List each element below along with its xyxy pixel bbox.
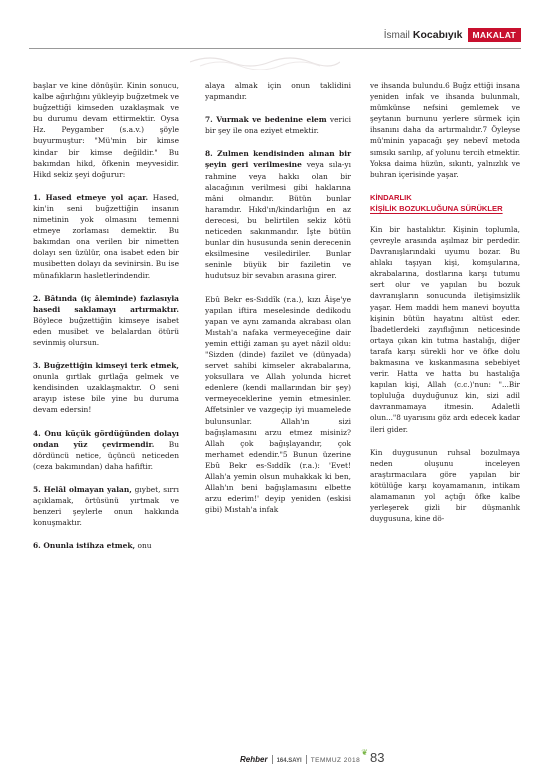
list-item-text: gıybet, sırrı açıklamak, örtüsünü yırtmak ve benzeri şeylerle onun hakkında konuşmaktır. — [33, 484, 179, 528]
sub-heading-line-1: KİNDARLIK — [370, 192, 412, 202]
paragraph: alaya almak için onun taklidini yapmandır. — [205, 81, 351, 102]
paragraph: Ebû Bekr es-Sıddîk (r.a.), kızı Âişe'ye yapılan iftira meselesinde dedikodu yapan ve aynı zamanda akrabası olan Mıstah'a nafaka vermeyeceğine dair yemin ettiği zaman şu ayet nâzil oldu: "Sizden (dinde) fazilet ve (dünyada) servet sahibi kimseler akrabalarına, yoksullara ve Allah yolunda hicret edenlere (kendi mallarından bir şey) vermeyeceklerine yemin etmesinler. Affetsinler ve vazgeçip iyi muamelede bulunsunlar. Allah'ın sizi bağışlamasını arzu etmez misiniz? Allah çok bağışlayandır, çok merhamet edendir."5 Bunun üzerine Ebû Bekr es-Sıddîk (r.a.): 'Evet! Allah'a yemin olsun muhakkak ki ben, Allah'ın beni bağışlamasını elbette arzu ederim!' deyip yeniden (eskisi gibi) Mıstah'a infak — [205, 294, 351, 515]
issue-number: 164.SAYI — [276, 758, 302, 764]
list-item — [33, 293, 179, 348]
column-3 — [370, 80, 520, 536]
list-item-text: Böylece buğzettiğin kimseye isabet eden musibet ve belalardan ötürü sevinmiş olursun. — [33, 315, 179, 347]
list-item-title: 5. Helâl olmayan yalan, — [33, 484, 132, 494]
paragraph: Kin duygusunun ruhsal bozulmaya neden oluşunu inceleyen araştırmacılara göre yapılan bir kötülüğe karşı koyamamanın, intikam alamamanın yol açtığı öfke kalbe yerleşerek gizli bir düşmanlık duygusuna, kine dö- — [370, 447, 520, 524]
list-item — [33, 360, 179, 415]
paragraph: Kin bir hastalıktır. Kişinin toplumla, çevreyle arasında aşılmaz bir perdedir. Davranışlarındaki uyumu bozar. Bu ahlakı taşıyan kişi, komşularına, akrabalarına, dostlarına karşı tutumu sert olur ve yapılan bu bozuk davranışların sonucunda iletişimsizlik yaşar. Hem maddi hem manevi boyutta kişinin bütün hayatını altüst eder. İbadetlerdeki zayıflığının neticesinde ortaya çıkan kin tutma hastalığı, diğer tarafa karşı sürekli hor ve öfke dolu bakmasına ve kıskanmasına sebebiyet verir. Hatta ve hatta bu hastalığa kapılan kişi, Allah (c.c.)'nun: "...Bir topluluğa duyduğunuz kin, sizi adil davranmamaya itmesin. Adaletli olun..."8 uyarısını göz ardı edecek kadar ileri gider. — [370, 224, 520, 434]
list-item — [33, 192, 179, 281]
list-item-text: veya sıla-yı rahmine veya hakkı olan bir alacağının verilmesi gibi haklarına mâni olmandır. Bütün bunlar haramdır. Hıkd'ın/kindarlığın en az derecesi, bu belirtilen sekiz kötü neticeden sakınmandır. İşte bütün bunlar din hususunda senin derecenin eksilmesine vesilediriler. Bunlar seninle büyük bir faziletin ve hudutsuz bir sevabın arasına girer. — [205, 160, 351, 281]
list-item-text: Hased, kin'in seni buğzettiğin insanın nimetinin yok olmasını temenni etmeye zorlaması demektir. Bu bakımdan ona verilen bir nimetten dolayı sen üzülür, ona isabet eden bir musibetten dolayı da sevinirsin. Bu ise münafıkların hasletlerindendir. — [33, 192, 179, 280]
leaf-icon: ❦ — [361, 748, 368, 757]
footer-separator — [272, 755, 273, 764]
issue-date: TEMMUZ 2018 — [310, 757, 361, 764]
list-item-text: verici bir şey ile ona eziyet etmektir. — [205, 115, 351, 136]
list-item — [205, 148, 351, 281]
page-footer — [240, 748, 384, 764]
list-item-title: 7. Vurmak ve bedenine elem — [205, 115, 327, 125]
list-item-title: 1. Hased etmeye yol açar. — [33, 192, 149, 202]
ornament-icon — [190, 54, 340, 70]
paragraph: başlar ve kine dönüşür. Kinin sonucu, kalbe ağırlığını yükleyip buğzetmek ve buğzettiği kimseden uzaklaşmak ve bu durumu devam ettirmektir. Oysa Hz. Peygamber (s.a.v.) şöyle buyurmuştur: "Mü'min bir kimse kindar bir kimse değildir." Bu bakımdan hikd, öfkenin meyvesidir. Hikd sekiz şeyi doğurur: — [33, 81, 179, 179]
section-badge: MAKALAT — [468, 28, 522, 42]
list-item-title: 6. Onunla istihza etmek, — [33, 541, 136, 551]
author-first-name: İsmail — [383, 29, 410, 41]
list-item-title: 8. Zulmen kendisinden alınan bir şeyin geri verilmesine — [205, 149, 351, 170]
list-item-title: 2. Bâtında (iç âleminde) fazlasıyla hasedi saklamayı artırmaktır. — [33, 293, 179, 314]
column-2 — [205, 80, 351, 527]
list-item — [33, 540, 179, 551]
footer-separator — [306, 755, 307, 764]
sub-heading — [370, 192, 520, 214]
list-item-title: 4. Onu küçük gördüğünden dolayı ondan yüz çevirmendir. — [33, 428, 179, 449]
list-item — [33, 484, 179, 528]
list-item — [205, 114, 351, 136]
list-item-text: Bu dördüncü netice, üçüncü neticeden (ceza bakımından) daha hafiftir. — [33, 439, 179, 471]
header-divider — [29, 48, 521, 49]
magazine-logo: Rehber — [240, 755, 268, 764]
list-item-title: 3. Buğzettiğin kimseyi terk etmek, — [33, 361, 179, 371]
list-item-text: onunla gırtlak gırtlağa gelmek ve kendisinden uzaklaşmaktır. O seni arayıp istese bile yine bu duruma devam edersin! — [33, 372, 179, 415]
sub-heading-line-2: KİŞİLİK BOZUKLUĞUNA SÜRÜKLER — [370, 203, 503, 213]
page-header — [384, 27, 521, 43]
page-number: 83 — [369, 750, 385, 765]
paragraph: ve ihsanda bulundu.6 Buğz ettiği insana yeniden infak ve ihsanda bulunmalı, mümkünse nefsini gemlemek ve şeytanın burnunu yerlere sürmek için ihsanını daha da artırmalıdır.7 Öyleyse mü'minin yapacağı şey nebevî metoda sımsıkı sarılıp, af yolunu tercih etmektir. Yoksa daima hüzün, sıkıntı, yalnızlık ve buhran içerisinde yaşar. — [370, 81, 520, 179]
list-item-text: onu — [135, 541, 152, 551]
author-last-name: Kocabıyık — [412, 29, 463, 41]
list-item — [33, 428, 179, 472]
column-1 — [33, 80, 179, 563]
